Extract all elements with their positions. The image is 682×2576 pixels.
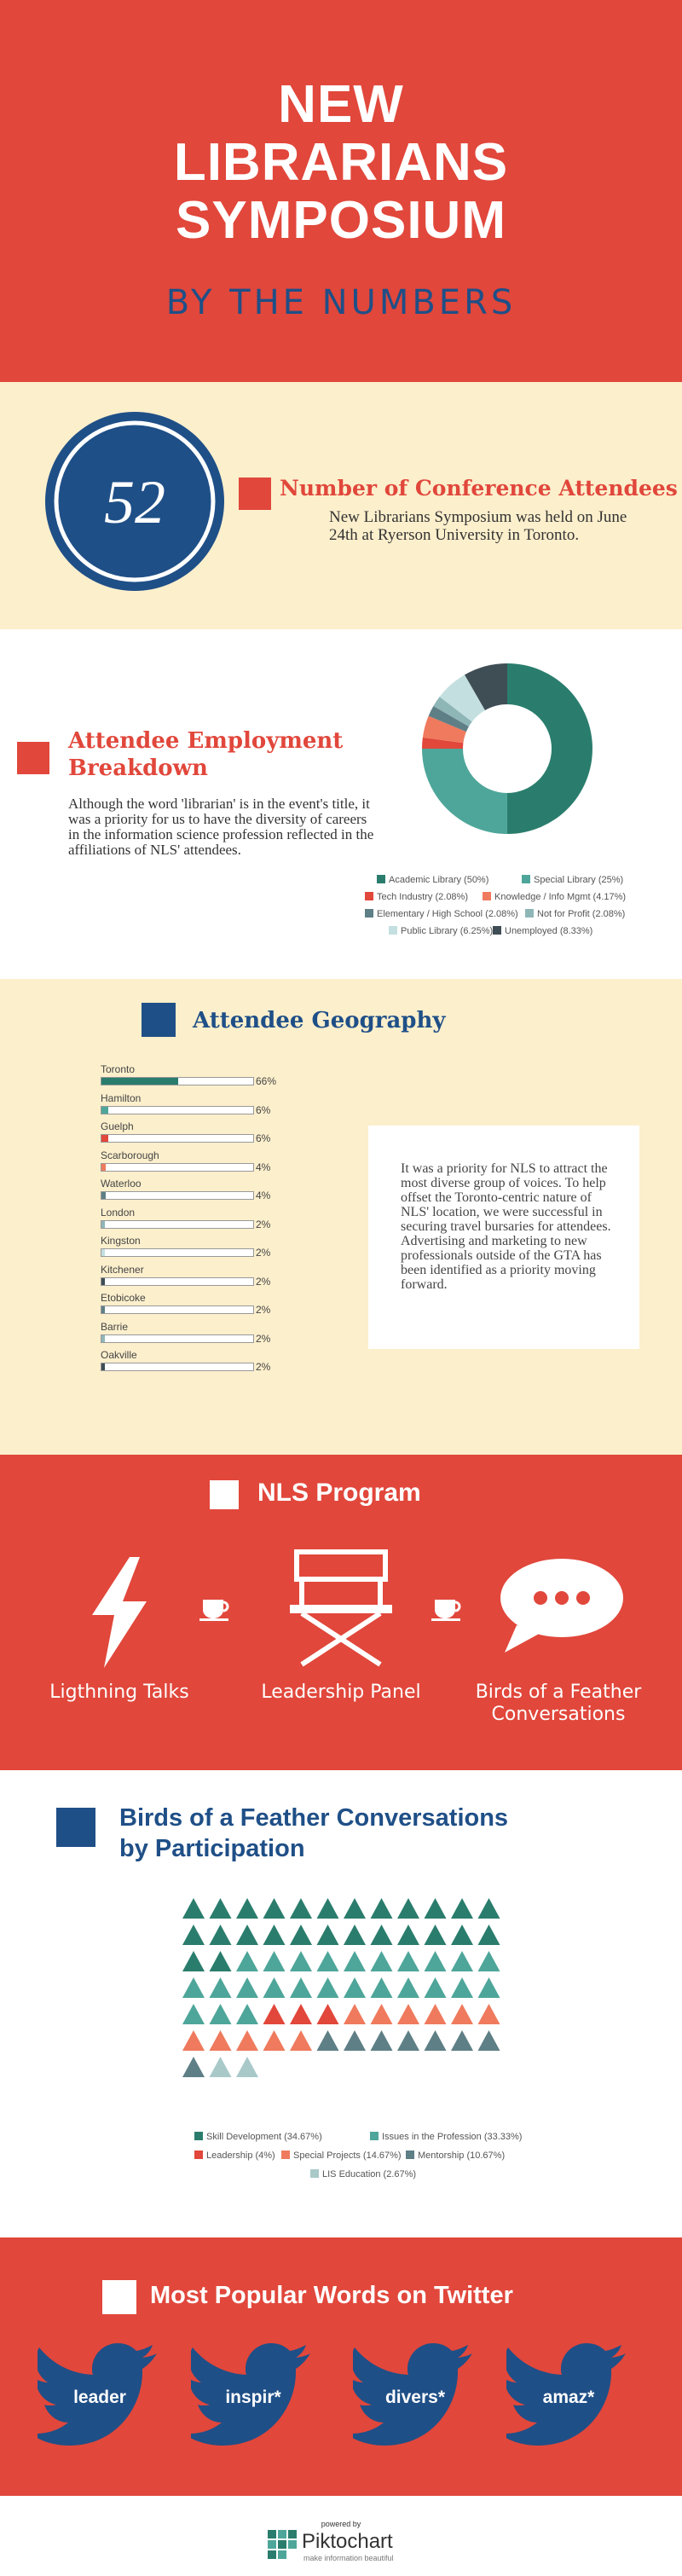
pictograph-triangle [263,2004,286,2024]
legend-label: Special Library (25%) [534,875,624,885]
footer-section [0,2496,682,2576]
program-item-lightning-talks: Ligthning Talks [49,1682,189,1703]
employment-legend-item [525,909,625,919]
employment-legend-item [522,875,623,885]
legend-label: Public Library (6.25%) [401,926,494,936]
geo-bar-track [101,1163,254,1172]
birds-section [0,1770,682,2237]
legend-swatch [483,892,491,900]
legend-label: Elementary / High School (2.08%) [377,909,518,919]
geo-bar-track [101,1305,254,1314]
twitter-heading: Most Popular Words on Twitter [150,2282,513,2309]
geo-bar-value: 6% [256,1103,271,1116]
geo-bar-fill [101,1107,108,1114]
pictograph-triangle [182,2057,205,2077]
geo-bar-fill [101,1335,105,1342]
geo-bar-track [101,1277,254,1286]
legend-swatch [365,909,373,918]
legend-label: Mentorship (10.67%) [418,2151,506,2161]
pictograph-triangle [210,2057,232,2077]
program-item-birds-of-a-feather: Birds of a Feather Conversations [475,1682,642,1725]
geo-bar-value: 4% [256,1190,271,1201]
attendees-heading: Number of Conference Attendees [280,476,678,501]
geo-bar-label: Kitchener [101,1263,144,1276]
attendees-marker [239,478,271,510]
pictograph-triangle [397,1925,419,1945]
twitter-word: amaz* [542,2388,595,2407]
geo-bar-fill [101,1221,105,1228]
legend-label: Not for Profit (2.08%) [537,909,626,919]
employment-legend-item [483,892,626,902]
employment-text: Although the word 'librarian' is in the event's title, it was a priority for us to have the diversity of careers in the information science profession reflected in the affiliations of NLS' attendees. [68,796,374,858]
geo-bar-fill [101,1363,105,1370]
geo-bar-track [101,1077,254,1085]
pictograph-triangle [317,2004,339,2024]
footer-powered-by: powered by [321,2520,361,2528]
pictograph-triangle [371,1925,393,1945]
geography-text: It was a priority for NLS to attract the most diverse group of voices. To help offset the Toronto-centric nature of NLS' location, we were successful in securing travel bursaries for attendees. Advertising and marketing to new professionals outside of the GTA has been identified as a priority moving forward. [401,1161,611,1292]
geo-bar-value: 4% [256,1161,271,1173]
geo-bar-label: Waterloo [101,1178,142,1190]
pictograph-triangle [236,2057,258,2077]
geo-bar-label: Guelph [101,1120,134,1132]
geo-bar-track [101,1134,254,1143]
geo-bar-value: 2% [256,1304,271,1316]
twitter-section [0,2237,682,2496]
geography-marker [142,1003,176,1037]
legend-swatch [525,909,534,918]
pictograph-triangle [344,1951,366,1971]
title-line-2: LIBRARIANS [173,133,509,192]
twitter-marker [102,2280,136,2314]
pictograph-triangle [478,2004,500,2024]
employment-heading-1: Attendee Employment [68,728,344,754]
pictograph-triangle [425,1951,447,1971]
birds-legend-item [194,2151,275,2161]
pictograph-triangle [263,2030,286,2051]
pictograph-triangle [317,1925,339,1945]
geography-section [0,979,682,1455]
geo-bar-track [101,1191,254,1200]
pictograph-triangle [451,2004,473,2024]
coffee-cup-icon [199,1593,234,1622]
pictograph-triangle [371,2004,393,2024]
pictograph-triangle [344,1977,366,1998]
pictograph-triangle [210,1951,232,1971]
birds-marker [56,1808,95,1847]
lightning-icon [85,1557,153,1668]
pictograph-triangle [397,2030,419,2051]
geo-bar-fill [101,1135,108,1142]
pictograph-triangle [425,1898,447,1919]
legend-label: Tech Industry (2.08%) [377,892,468,902]
employment-donut-chart [418,659,597,838]
pictograph-triangle [478,1898,500,1919]
birds-legend-item [281,2151,402,2161]
employment-marker [17,742,49,774]
pictograph-triangle [478,1977,500,1998]
geo-bar-label: Kingston [101,1235,141,1247]
legend-swatch [389,926,397,935]
geo-bar-fill [101,1249,105,1256]
pictograph-triangle [425,2030,447,2051]
pictograph-triangle [451,1977,473,1998]
pictograph-triangle [182,1977,205,1998]
pictograph-triangle [397,2004,419,2024]
legend-swatch [281,2151,290,2159]
pictograph-triangle [263,1898,286,1919]
birds-legend-item [370,2132,522,2142]
legend-label: Skill Development (34.67%) [206,2132,322,2142]
geo-bar-value: 66% [256,1075,277,1087]
pictograph-triangle [317,2030,339,2051]
legend-label: Special Projects (14.67%) [293,2151,402,2161]
birds-legend-item [310,2169,416,2179]
pictograph-triangle [371,1898,393,1919]
pictograph-triangle [371,1951,393,1971]
pictograph-triangle [397,1898,419,1919]
pictograph-triangle [290,1977,312,1998]
legend-label: Unemployed (8.33%) [505,926,593,936]
pictograph-triangle [210,1898,232,1919]
employment-section [0,629,682,979]
pictograph-triangle [182,1898,205,1919]
geo-bar-label: Etobicoke [101,1292,146,1304]
pictograph-triangle [182,1925,205,1945]
geo-bar-label: Barrie [101,1320,129,1333]
donut-slice-academic-library [507,663,592,834]
geo-bar-fill [101,1192,106,1199]
pictograph-triangle [425,2004,447,2024]
employment-legend-item [365,909,518,919]
geo-bar-value: 2% [256,1332,271,1345]
pictograph-triangle [263,1951,286,1971]
pictograph-triangle [290,1898,312,1919]
geo-bar-value: 2% [256,1275,271,1288]
legend-label: Knowledge / Info Mgmt (4.17%) [494,892,627,902]
twitter-word: divers* [384,2388,446,2407]
geo-bar-value: 2% [256,1218,271,1230]
program-heading: NLS Program [257,1479,421,1507]
footer-tagline: make information beautiful [303,2554,394,2562]
legend-swatch [370,2132,379,2140]
title-line-3: SYMPOSIUM [176,191,506,250]
pictograph-triangle [344,2030,366,2051]
legend-swatch [493,926,501,935]
geo-bar-track [101,1334,254,1343]
legend-label: Issues in the Profession (33.33%) [382,2132,523,2142]
program-item-leadership-panel: Leadership Panel [261,1682,421,1703]
geo-bar-fill [101,1306,105,1313]
legend-label: Leadership (4%) [206,2151,275,2161]
birds-legend-item [406,2151,505,2161]
geo-bar-label: Scarborough [101,1149,159,1161]
pictograph-triangle [182,2004,205,2024]
pictograph-triangle [290,2004,312,2024]
piktochart-logo-icon [268,2530,297,2559]
geo-bar-fill [101,1164,106,1171]
pictograph-triangle [236,1898,258,1919]
pictograph-triangle [478,2030,500,2051]
attendee-count-badge [41,408,228,595]
pictograph-triangle [344,1925,366,1945]
geo-bar-fill [101,1078,178,1085]
pictograph-triangle [371,1977,393,1998]
legend-swatch [365,892,373,900]
header-section [0,0,682,382]
birds-legend-item [194,2132,322,2142]
pictograph-triangle [451,1898,473,1919]
geo-bar-track [101,1363,254,1371]
subtitle: BY THE NUMBERS [165,283,517,322]
pictograph-triangle [210,2030,232,2051]
pictograph-triangle [182,1951,205,1971]
legend-swatch [377,875,385,883]
attendees-section [0,382,682,629]
birds-pictograph [181,1896,522,2101]
geo-bar-value: 6% [256,1132,271,1144]
pictograph-triangle [451,1925,473,1945]
legend-swatch [406,2151,414,2159]
employment-heading-2: Breakdown [68,755,208,781]
program-section [0,1455,682,1770]
employment-legend-item [377,875,488,885]
program-marker [210,1480,239,1509]
pictograph-triangle [210,1977,232,1998]
pictograph-triangle [290,1951,312,1971]
legend-swatch [522,875,530,883]
pictograph-triangle [290,2030,312,2051]
attendee-count: 52 [104,468,165,536]
geo-bar-label: Hamilton [101,1091,142,1104]
pictograph-triangle [263,1977,286,1998]
employment-legend-item [493,926,592,936]
employment-legend-item [365,892,468,902]
speech-bubble-icon [498,1557,626,1659]
pictograph-triangle [397,1977,419,1998]
geography-heading: Attendee Geography [193,1008,446,1033]
legend-label: Academic Library (50%) [389,875,489,885]
pictograph-triangle [210,2004,232,2024]
pictograph-triangle [397,1951,419,1971]
twitter-word: inspir* [225,2388,281,2407]
geo-bar-track [101,1248,254,1257]
pictograph-triangle [263,1925,286,1945]
pictograph-triangle [451,1951,473,1971]
geo-bar-track [101,1106,254,1114]
geo-bar-track [101,1220,254,1229]
geo-bar-label: Oakville [101,1349,137,1361]
pictograph-triangle [478,1951,500,1971]
employment-legend-item [389,926,493,936]
pictograph-triangle [236,2030,258,2051]
geo-bar-fill [101,1278,105,1285]
pictograph-triangle [236,1977,258,1998]
pictograph-triangle [210,1925,232,1945]
title-line-1: NEW [278,75,404,134]
footer-brand: Piktochart [302,2530,393,2553]
pictograph-triangle [236,2004,258,2024]
twitter-word: leader [73,2388,126,2407]
geo-bar-value: 2% [256,1361,271,1373]
legend-label: LIS Education (2.67%) [322,2169,417,2179]
legend-swatch [194,2151,203,2159]
geo-bar-label: London [101,1206,136,1219]
coffee-cup-icon [431,1593,465,1622]
pictograph-triangle [290,1925,312,1945]
pictograph-triangle [236,1951,258,1971]
pictograph-triangle [317,1977,339,1998]
birds-heading-2: by Participation [119,1835,305,1862]
pictograph-triangle [425,1977,447,1998]
pictograph-triangle [344,2004,366,2024]
donut-slice-special-library [422,749,507,834]
pictograph-triangle [317,1951,339,1971]
pictograph-triangle [317,1898,339,1919]
geo-bar-value: 2% [256,1247,271,1259]
pictograph-triangle [236,1925,258,1945]
pictograph-triangle [371,2030,393,2051]
legend-swatch [310,2169,319,2178]
pictograph-triangle [344,1898,366,1919]
legend-swatch [194,2132,203,2140]
pictograph-triangle [182,2030,205,2051]
directors-chair-icon [290,1548,392,1668]
geo-bar-label: Toronto [101,1063,136,1075]
birds-heading-1: Birds of a Feather Conversations [119,1804,509,1832]
pictograph-triangle [451,2030,473,2051]
attendees-text: New Librarians Symposium was held on June 24th at Ryerson University in Toronto. [329,508,627,544]
pictograph-triangle [425,1925,447,1945]
pictograph-triangle [478,1925,500,1945]
